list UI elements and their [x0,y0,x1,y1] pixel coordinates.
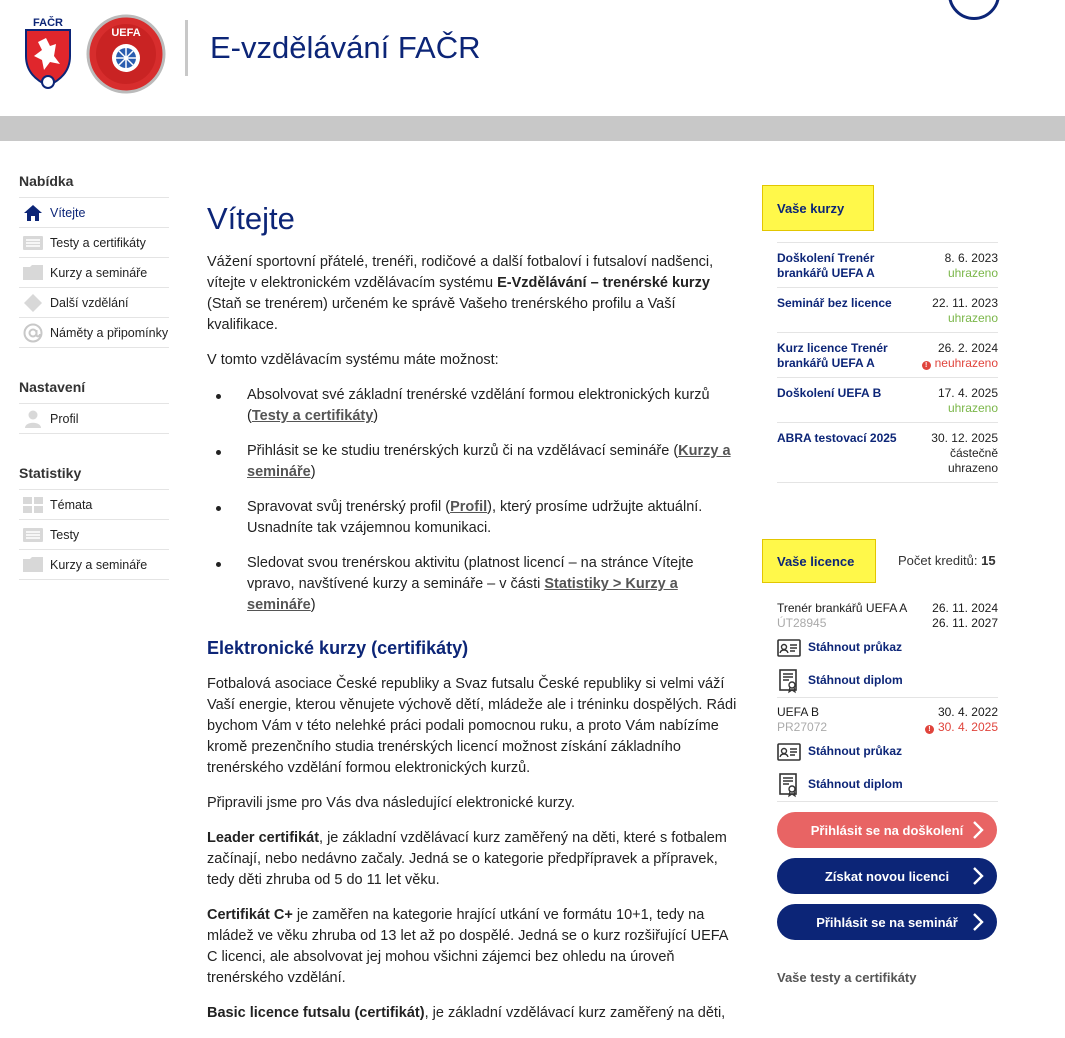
sidebar-item-temata[interactable] [19,490,169,520]
facr-logo-text: FAČR [33,17,63,29]
course-date: 17. 4. 2025 [937,386,998,400]
course-status: uhrazeno [947,266,998,280]
header-divider [185,20,188,76]
chevron-right-icon [971,821,985,839]
facr-logo[interactable] [20,16,76,92]
course-name[interactable]: Seminář bez licence [777,296,892,310]
sidebar-item-label: Profil [50,411,79,426]
download-diploma-label: Stáhnout diplom [808,673,903,687]
sidebar-heading: Nastavení [19,378,169,404]
divider [777,801,998,802]
credits-label: Počet kreditů: [898,553,978,568]
link-statistiky[interactable]: Statistiky > Kurzy a semináře [247,576,678,613]
sidebar-item-label: Další vzdělání [50,295,129,310]
intro-bold: E-Vzdělávání – trenérské kurzy [497,275,710,291]
download-card-link[interactable] [777,735,998,768]
at-icon [22,324,44,342]
licence-from: 26. 11. 2024 [932,601,998,615]
licence-head [777,601,998,631]
chevron-right-icon [971,913,985,931]
section-title: Elektronické kurzy (certifikáty) [207,638,469,658]
uefa-logo-text: UEFA [111,27,141,39]
intro-text-2: (Staň se trenérem) určeném ke správě Vašeho trenérského profilu a Vaší kvalifikace. [207,296,676,333]
bullet-text: ) [373,408,379,424]
course-meta [945,251,998,281]
course-meta [932,296,998,326]
sidebar-heading: Nabídka [19,172,169,198]
refresher-signup-button[interactable] [777,812,997,848]
sidebar-item-vitejte[interactable] [19,198,169,228]
licence-item [777,705,998,801]
bullet-text: Spravovat svůj trenérský profil ( [247,499,451,515]
course-date: 26. 2. 2024 [937,341,998,355]
sidebar-section-nastaveni [19,378,169,434]
header-band [0,116,1065,141]
sidebar-item-dalsi-vzdelani[interactable] [19,288,169,318]
licence-to: 30. 4. 2025 [937,720,998,734]
leader-bold: Leader certifikát [207,830,320,846]
bullet-text: ) [310,597,316,613]
list-icon [22,526,44,544]
intro-paragraph [207,252,742,336]
download-card-label: Stáhnout průkaz [808,744,903,758]
warning-icon: ! [922,361,931,370]
licence-name: UEFA B [777,705,820,719]
licence-head [777,705,998,735]
list-icon [22,234,44,252]
course-name[interactable]: ABRA testovací 2025 [777,431,897,445]
sidebar-item-label: Kurzy a semináře [50,265,148,280]
licence-item [777,601,998,697]
warning-icon: ! [925,725,934,734]
page-title: Vítejte [207,201,295,236]
course-date: 8. 6. 2023 [944,251,998,265]
list-item[interactable] [777,378,998,423]
course-meta [918,431,998,476]
sidebar [19,172,169,610]
paragraph: Fotbalová asociace České republiky a Svaz futsalu České republiky si velmi váží Vaší energie, kterou věnujete výchově dětí, mládeže ale i tréninku dospělých. Rádi bychom Vám v této nelehké práci podali pomocnou ruku, a proto Vám nabízíme kromě prezenčního studia trenérských licencí možnost získání základního trenérského vzdělání formou elektronických kurzů. [207,676,737,776]
download-diploma-link[interactable] [777,768,998,801]
diamond-icon [22,294,44,312]
sidebar-section-nabidka [19,172,169,348]
folder-icon [22,556,44,574]
sidebar-item-label: Vítejte [50,205,86,220]
licence-dates [925,705,998,735]
bullet-text: ) [310,464,316,480]
licence-to: 26. 11. 2027 [932,616,998,630]
user-menu-button[interactable] [948,0,1000,20]
paragraph: Připravili jsme pro Vás dva následující elektronické kurzy. [207,795,576,811]
licences-title: Vaše licence [762,539,876,583]
basic-bold: Basic licence futsalu (certifikát) [207,1005,425,1021]
sidebar-item-namety[interactable] [19,318,169,348]
sidebar-item-stat-kurzy[interactable] [19,550,169,580]
button-label: Získat novou licenci [824,868,950,884]
home-icon [22,204,44,222]
link-kurzy[interactable]: Kurzy a semináře [247,443,731,480]
course-date: 30. 12. 2025 [931,431,998,445]
button-label: Přihlásit se na doškolení [810,822,964,838]
options-list [207,385,742,616]
bullet-text: Přihlásit se ke studiu trenérských kurzů či na vzdělávací semináře ( [247,443,679,459]
licence-info [777,601,907,631]
download-card-link[interactable] [777,631,998,664]
uefa-logo[interactable] [86,14,166,94]
leader-text: , je základní vzdělávací kurz zaměřený na děti, které s fotbalem začínají, nebo nedávno začaly. Jedná se o kategorie předpřípravek a přípravek, tedy děti zhruba od 5 do 11 let věku. [207,830,727,888]
sidebar-item-profil[interactable] [19,404,169,434]
licence-code: PR27072 [777,720,828,734]
basic-text: , je základní vzdělávací kurz zaměřený na děti, [424,1005,726,1021]
list-item [207,497,742,539]
user-icon [22,410,44,428]
list-item [207,553,742,616]
main-content [207,200,742,1038]
sidebar-heading: Statistiky [19,464,169,490]
chevron-right-icon [971,867,985,885]
cplus-text: je zaměřen na kategorie hrající utkání ve formátu 10+1, tedy na mládež ve věku zhruba od 13 let až po dospělé. Jedná se o kurz rozšiřující UEFA C licenci, ale absolvovat jej mohou všichni zájemci bez ohledu na úroveň trenérského vzdělání. [207,907,728,986]
site-title: E-vzdělávání FAČR [210,30,481,65]
course-status: částečně uhrazeno [947,446,998,475]
licence-from: 30. 4. 2022 [937,705,998,719]
course-status: uhrazeno [947,401,998,415]
bullet-text: ), který prosíme udržujte aktuální. Usnadníte tak vzájemnou komunikaci. [247,499,703,536]
id-card-icon [777,636,801,660]
sidebar-item-label: Testy a certifikáty [50,235,146,250]
licence-to-row [925,720,998,735]
folder-icon [22,264,44,282]
tests-section-title: Vaše testy a certifikáty [777,970,917,985]
sidebar-item-kurzy[interactable] [19,258,169,288]
course-status: uhrazeno [947,311,998,325]
paragraph-cplus [207,905,742,989]
sidebar-item-label: Náměty a připomínky [50,325,169,340]
sidebar-item-label: Témata [50,497,93,512]
list-item[interactable] [777,243,998,288]
sidebar-item-testy[interactable] [19,228,169,258]
download-diploma-link[interactable] [777,664,998,697]
credits-value: 15 [981,553,996,568]
list-item[interactable] [777,288,998,333]
sidebar-item-label: Kurzy a semináře [50,557,148,572]
sidebar-section-statistiky [19,464,169,580]
list-item[interactable] [777,333,998,378]
courses-title: Vaše kurzy [762,185,874,231]
course-status: neuhrazeno [934,356,998,370]
sidebar-item-label: Testy [50,527,80,542]
course-meta [938,386,998,416]
course-status-row [922,356,998,371]
link-profil[interactable]: Profil [450,499,488,515]
bullet-text: Sledovat svou trenérskou aktivitu (platnost licencí – na stránce Vítejte vpravo, navštívené kurzy a semináře – v části [247,555,694,592]
link-testy[interactable]: Testy a certifikáty [251,408,374,424]
bullet-text: Absolvovat své základní trenérské vzdělání formou elektronických kurzů ( [247,387,710,424]
paragraph-basic [207,1003,742,1024]
list-item [207,441,742,483]
list-item [207,385,742,427]
list-item[interactable] [777,423,998,483]
download-diploma-label: Stáhnout diplom [808,777,903,791]
course-meta [922,341,998,371]
header [0,0,1065,116]
course-name[interactable]: Kurz licence Trenér brankářů UEFA A [777,341,888,370]
licence-dates [932,601,998,631]
cplus-bold: Certifikát C+ [207,907,293,923]
courses-list [777,242,998,483]
download-card-label: Stáhnout průkaz [808,640,903,654]
course-name[interactable]: Doškolení UEFA B [777,386,882,400]
intro-text-1: Vážení sportovní přátelé, trenéři, rodičové a další fotbaloví i futsaloví nadšenci, vítejte v elektronickém vzdělávacím systému [207,254,714,291]
divider [777,697,998,698]
licence-name: Trenér brankářů UEFA A [777,601,908,615]
course-name[interactable]: Doškolení Trenér brankářů UEFA A [777,251,875,280]
button-label: Přihlásit se na seminář [816,914,958,930]
options-intro: V tomto vzdělávacím systému máte možnost: [207,352,499,368]
licence-info [777,705,827,735]
diploma-icon [777,773,801,797]
credits [898,553,996,568]
seminar-signup-button[interactable] [777,904,997,940]
sidebar-item-stat-testy[interactable] [19,520,169,550]
course-date: 22. 11. 2023 [932,296,998,310]
diploma-icon [777,669,801,693]
new-licence-button[interactable] [777,858,997,894]
grid-icon [22,496,44,514]
id-card-icon [777,740,801,764]
licence-code: ÚT28945 [777,616,827,630]
paragraph-leader [207,828,742,891]
